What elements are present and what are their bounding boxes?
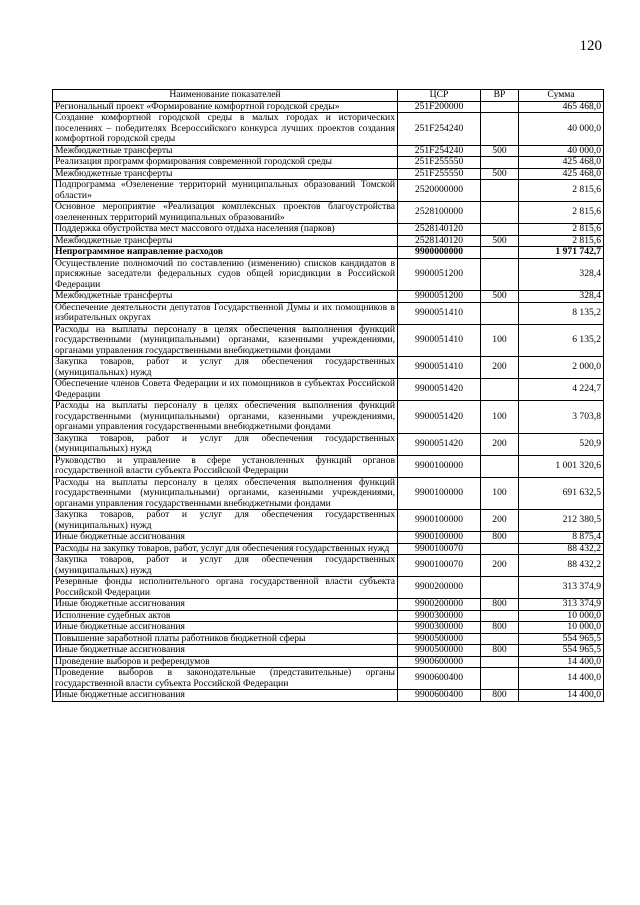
table-row	[53, 101, 604, 113]
table-row	[53, 291, 604, 303]
row-vr: 200	[481, 357, 519, 379]
row-name: Расходы на выплаты персоналу в целях обеспечения выполнения функций государственными (муниципальными) органами, казенными учреждениями, органами управления государственными внебюджетными фондами	[53, 401, 398, 434]
row-csr: 9900100000	[398, 477, 481, 510]
row-csr: 251F255550	[398, 157, 481, 169]
row-vr: 200	[481, 433, 519, 455]
table-row	[53, 510, 604, 532]
row-sum: 2 815,6	[519, 235, 604, 247]
row-csr: 2528140120	[398, 235, 481, 247]
row-csr: 9900051200	[398, 258, 481, 291]
row-name: Расходы на выплаты персоналу в целях обеспечения выполнения функций государственными (муниципальными) органами, казенными учреждениями, органами управления государственными внебюджетными фондами	[53, 324, 398, 357]
row-csr: 9900100000	[398, 510, 481, 532]
row-sum: 3 703,8	[519, 401, 604, 434]
row-csr: 9900100070	[398, 543, 481, 555]
row-csr: 9900600400	[398, 690, 481, 702]
row-sum: 10 000,0	[519, 610, 604, 622]
row-csr: 251F254240	[398, 113, 481, 146]
row-sum: 313 374,9	[519, 577, 604, 599]
row-csr: 9900051200	[398, 291, 481, 303]
header-csr: ЦСР	[398, 90, 481, 102]
row-vr	[481, 157, 519, 169]
table-row	[53, 645, 604, 657]
row-csr: 9900600400	[398, 668, 481, 690]
row-sum: 6 135,2	[519, 324, 604, 357]
row-vr: 800	[481, 645, 519, 657]
table-row	[53, 555, 604, 577]
row-name: Поддержка обустройства мест массового отдыха населения (парков)	[53, 224, 398, 236]
row-vr	[481, 302, 519, 324]
table-row	[53, 433, 604, 455]
row-sum: 14 400,0	[519, 668, 604, 690]
row-csr: 2520000000	[398, 180, 481, 202]
row-vr: 500	[481, 168, 519, 180]
table-row	[53, 610, 604, 622]
row-sum: 1 001 320,6	[519, 455, 604, 477]
table-row	[53, 235, 604, 247]
table-row	[53, 690, 604, 702]
budget-table	[52, 89, 604, 702]
row-sum: 14 400,0	[519, 690, 604, 702]
row-csr: 9900100000	[398, 532, 481, 544]
row-name: Закупка товаров, работ и услуг для обеспечения государственных (муниципальных) нужд	[53, 510, 398, 532]
row-vr	[481, 668, 519, 690]
row-sum: 691 632,5	[519, 477, 604, 510]
table-row	[53, 247, 604, 259]
row-vr: 200	[481, 510, 519, 532]
row-name: Региональный проект «Формирование комфортной городской среды»	[53, 101, 398, 113]
row-name: Обеспечение деятельности депутатов Государственной Думы и их помощников в избирательных округах	[53, 302, 398, 324]
row-name: Создание комфортной городской среды в малых городах и исторических поселениях – победителях Всероссийского конкурса лучших проектов создания комфортной городской среды	[53, 113, 398, 146]
row-sum: 4 224,7	[519, 379, 604, 401]
row-csr: 9900500000	[398, 645, 481, 657]
row-sum: 10 000,0	[519, 622, 604, 634]
table-row	[53, 401, 604, 434]
table-row	[53, 324, 604, 357]
row-name: Межбюджетные трансферты	[53, 145, 398, 157]
row-csr: 9900200000	[398, 577, 481, 599]
row-name: Проведение выборов и референдумов	[53, 656, 398, 668]
row-sum: 2 815,6	[519, 202, 604, 224]
table-row	[53, 168, 604, 180]
row-name: Повышение заработной платы работников бюджетной сферы	[53, 633, 398, 645]
row-name: Резервные фонды исполнительного органа государственной власти субъекта Российской Федерации	[53, 577, 398, 599]
table-row	[53, 543, 604, 555]
row-name: Расходы на выплаты персоналу в целях обеспечения выполнения функций государственными (муниципальными) органами, казенными учреждениями, органами управления государственными внебюджетными фондами	[53, 477, 398, 510]
row-vr	[481, 258, 519, 291]
row-vr: 500	[481, 291, 519, 303]
table-row	[53, 302, 604, 324]
row-name: Подпрограмма «Озеленение территорий муниципальных образований Томской области»	[53, 180, 398, 202]
row-vr: 100	[481, 324, 519, 357]
table-row	[53, 357, 604, 379]
table-row	[53, 577, 604, 599]
row-sum: 8 135,2	[519, 302, 604, 324]
row-name: Межбюджетные трансферты	[53, 291, 398, 303]
table-row	[53, 656, 604, 668]
row-csr: 9900300000	[398, 610, 481, 622]
table-row	[53, 157, 604, 169]
row-name: Иные бюджетные ассигнования	[53, 599, 398, 611]
row-csr: 9900051410	[398, 324, 481, 357]
row-name: Проведение выборов в законодательные (представительные) органы государственной власти субъекта Российской Федерации	[53, 668, 398, 690]
row-sum: 520,9	[519, 433, 604, 455]
table-row	[53, 202, 604, 224]
row-vr: 200	[481, 555, 519, 577]
table-row	[53, 599, 604, 611]
row-csr: 9900051420	[398, 379, 481, 401]
row-name: Межбюджетные трансферты	[53, 168, 398, 180]
row-csr: 2528140120	[398, 224, 481, 236]
table-row	[53, 477, 604, 510]
row-csr: 251F255550	[398, 168, 481, 180]
table-row	[53, 145, 604, 157]
row-vr	[481, 180, 519, 202]
row-csr: 9900051420	[398, 401, 481, 434]
header-vr: ВР	[481, 90, 519, 102]
row-name: Обеспечение членов Совета Федерации и их помощников в субъектах Российской Федерации	[53, 379, 398, 401]
row-sum: 40 000,0	[519, 113, 604, 146]
row-csr: 9900051410	[398, 302, 481, 324]
table-row	[53, 180, 604, 202]
row-sum: 554 965,5	[519, 645, 604, 657]
row-sum: 14 400,0	[519, 656, 604, 668]
row-vr	[481, 610, 519, 622]
row-name: Основное мероприятие «Реализация комплексных проектов благоустройства озелененных территорий муниципальных образований»	[53, 202, 398, 224]
row-sum: 425 468,0	[519, 168, 604, 180]
table-row	[53, 379, 604, 401]
row-name: Расходы на закупку товаров, работ, услуг для обеспечения государственных нужд	[53, 543, 398, 555]
table-header-row	[53, 90, 604, 102]
header-name: Наименование показателей	[53, 90, 398, 102]
row-name: Руководство и управление в сфере установленных функций органов государственной власти субъекта Российской Федерации	[53, 455, 398, 477]
row-csr: 9900051410	[398, 357, 481, 379]
row-vr	[481, 224, 519, 236]
row-name: Закупка товаров, работ и услуг для обеспечения государственных (муниципальных) нужд	[53, 357, 398, 379]
row-vr	[481, 113, 519, 146]
table-row	[53, 668, 604, 690]
row-csr: 251F200000	[398, 101, 481, 113]
table-row	[53, 113, 604, 146]
table-row	[53, 532, 604, 544]
row-sum: 2 815,6	[519, 180, 604, 202]
row-sum: 2 815,6	[519, 224, 604, 236]
table-row	[53, 622, 604, 634]
row-vr: 800	[481, 599, 519, 611]
row-vr: 100	[481, 477, 519, 510]
row-vr	[481, 247, 519, 259]
row-sum: 40 000,0	[519, 145, 604, 157]
row-name: Иные бюджетные ассигнования	[53, 645, 398, 657]
row-name: Закупка товаров, работ и услуг для обеспечения государственных (муниципальных) нужд	[53, 433, 398, 455]
row-vr: 800	[481, 622, 519, 634]
row-vr: 500	[481, 235, 519, 247]
row-sum: 88 432,2	[519, 555, 604, 577]
row-csr: 9900300000	[398, 622, 481, 634]
row-csr: 9900100000	[398, 455, 481, 477]
row-name: Осуществление полномочий по составлению (изменению) списков кандидатов в присяжные заседатели федеральных судов общей юрисдикции в Российской Федерации	[53, 258, 398, 291]
row-sum: 212 380,5	[519, 510, 604, 532]
row-vr: 500	[481, 145, 519, 157]
header-sum: Сумма	[519, 90, 604, 102]
table-row	[53, 258, 604, 291]
row-sum: 2 000,0	[519, 357, 604, 379]
row-vr	[481, 577, 519, 599]
row-vr: 100	[481, 401, 519, 434]
row-vr	[481, 656, 519, 668]
row-sum: 313 374,9	[519, 599, 604, 611]
row-name: Исполнение судебных актов	[53, 610, 398, 622]
row-name: Иные бюджетные ассигнования	[53, 690, 398, 702]
row-csr: 9900100070	[398, 555, 481, 577]
row-name: Межбюджетные трансферты	[53, 235, 398, 247]
row-csr: 9900600000	[398, 656, 481, 668]
table-row	[53, 633, 604, 645]
row-sum: 554 965,5	[519, 633, 604, 645]
row-sum: 328,4	[519, 291, 604, 303]
row-sum: 8 875,4	[519, 532, 604, 544]
row-vr	[481, 379, 519, 401]
row-csr: 9900000000	[398, 247, 481, 259]
row-vr	[481, 543, 519, 555]
row-csr: 9900051420	[398, 433, 481, 455]
row-csr: 2528100000	[398, 202, 481, 224]
row-vr: 800	[481, 690, 519, 702]
row-vr	[481, 633, 519, 645]
row-csr: 251F254240	[398, 145, 481, 157]
row-sum: 465 468,0	[519, 101, 604, 113]
row-sum: 328,4	[519, 258, 604, 291]
row-name: Закупка товаров, работ и услуг для обеспечения государственных (муниципальных) нужд	[53, 555, 398, 577]
row-csr: 9900200000	[398, 599, 481, 611]
row-csr: 9900500000	[398, 633, 481, 645]
row-sum: 88 432,2	[519, 543, 604, 555]
row-sum: 425 468,0	[519, 157, 604, 169]
row-name: Иные бюджетные ассигнования	[53, 622, 398, 634]
row-vr	[481, 101, 519, 113]
row-vr: 800	[481, 532, 519, 544]
row-name: Иные бюджетные ассигнования	[53, 532, 398, 544]
table-row	[53, 224, 604, 236]
row-vr	[481, 202, 519, 224]
row-sum: 1 971 742,7	[519, 247, 604, 259]
table-body	[53, 101, 604, 701]
row-vr	[481, 455, 519, 477]
row-name: Непрограммное направление расходов	[53, 247, 398, 259]
row-name: Реализация программ формирования современной городской среды	[53, 157, 398, 169]
page-number: 120	[579, 38, 602, 54]
table-row	[53, 455, 604, 477]
